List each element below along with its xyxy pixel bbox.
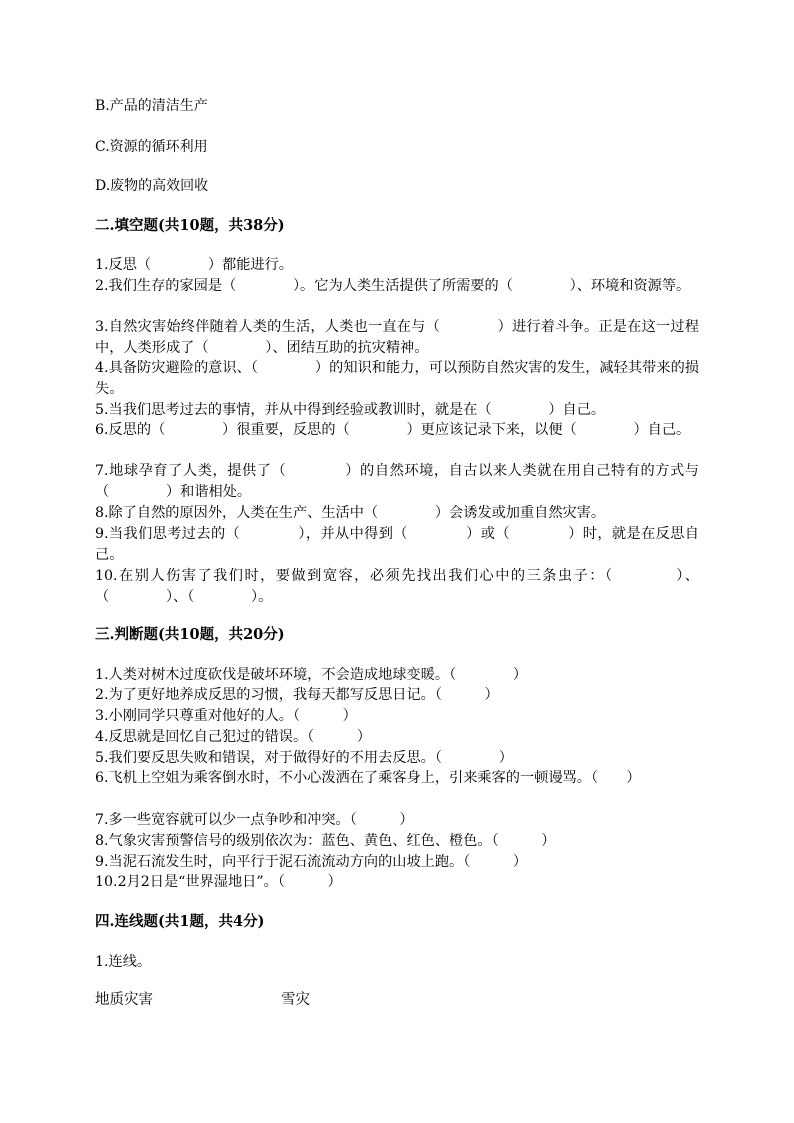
fill-question-1: 1.反思（ ）都能进行。 — [95, 257, 293, 273]
fill-question-3: 3.自然灾害始终伴随着人类的生活，人类也一直在与（ ）进行着斗争。正是在这一过程中，人类形成了（ ）、团结互助的抗灾精神。 — [95, 319, 699, 356]
matching-left-item: 地质灾害 — [95, 992, 153, 1008]
matching-question-1: 1.连线。 — [95, 954, 152, 970]
fill-question-2: 2.我们生存的家园是（ ）。它为人类生活提供了所需要的（ ）、环境和资源等。 — [95, 278, 691, 294]
option-b: B.产品的清洁生产 — [95, 98, 208, 114]
fill-question-7: 7.地球孕育了人类，提供了（ ）的自然环境，自古以来人类就在用自己特有的方式与（ ）和谐相处。 — [95, 463, 699, 500]
section-matching-title: 四.连线题(共1题，共4分) — [95, 913, 265, 930]
fill-question-5: 5.当我们思考过去的事情，并从中得到经验或教训时，就是在（ ）自己。 — [95, 402, 606, 418]
judge-question-6: 6.飞机上空姐为乘客倒水时，不小心泼洒在了乘客身上，引来乘客的一顿谩骂。（ ） — [95, 770, 641, 786]
option-d: D.废物的高效回收 — [95, 178, 209, 194]
judge-question-10: 10.2月2日是“世界湿地日”。（ ） — [95, 874, 342, 890]
fill-question-8: 8.除了自然的原因外，人类在生产、生活中（ ）会诱发或加重自然灾害。 — [95, 505, 606, 521]
judge-question-7: 7.多一些宽容就可以少一点争吵和冲突。（ ） — [95, 812, 414, 828]
fill-question-6: 6.反思的（ ）很重要，反思的（ ）更应该记录下来，以便（ ）自己。 — [95, 422, 691, 438]
judge-question-3: 3.小刚同学只尊重对他好的人。（ ） — [95, 708, 357, 724]
section-true-false-title: 三.判断题(共10题，共20分) — [95, 626, 285, 643]
judge-question-8: 8.气象灾害预警信号的级别依次为：蓝色、黄色、红色、橙色。（ ） — [95, 833, 556, 849]
option-c: C.资源的循环利用 — [95, 139, 208, 155]
fill-question-4: 4.具备防灾避险的意识、（ ）的知识和能力，可以预防自然灾害的发生，减轻其带来的损失。 — [95, 360, 699, 397]
judge-question-4: 4.反思就是回忆自己犯过的错误。（ ） — [95, 729, 372, 745]
judge-question-9: 9.当泥石流发生时，向平行于泥石流流动方向的山坡上跑。（ ） — [95, 854, 528, 870]
judge-question-2: 2.为了更好地养成反思的习惯，我每天都写反思日记。（ ） — [95, 687, 499, 703]
matching-right-item: 雪灾 — [281, 992, 310, 1008]
judge-question-5: 5.我们要反思失败和错误，对于做得好的不用去反思。（ ） — [95, 750, 513, 766]
section-fill-blank-title: 二.填空题(共10题，共38分) — [95, 217, 285, 234]
fill-question-9: 9.当我们思考过去的（ ），并从中得到（ ）或（ ）时，就是在反思自己。 — [95, 526, 699, 563]
fill-question-10: 10.在别人伤害了我们时，要做到宽容，必须先找出我们心中的三条虫子：（ ）、（ ）、（ ）。 — [95, 568, 699, 605]
judge-question-1: 1.人类对树木过度砍伐是破坏环境，不会造成地球变暖。（ ） — [95, 667, 528, 683]
